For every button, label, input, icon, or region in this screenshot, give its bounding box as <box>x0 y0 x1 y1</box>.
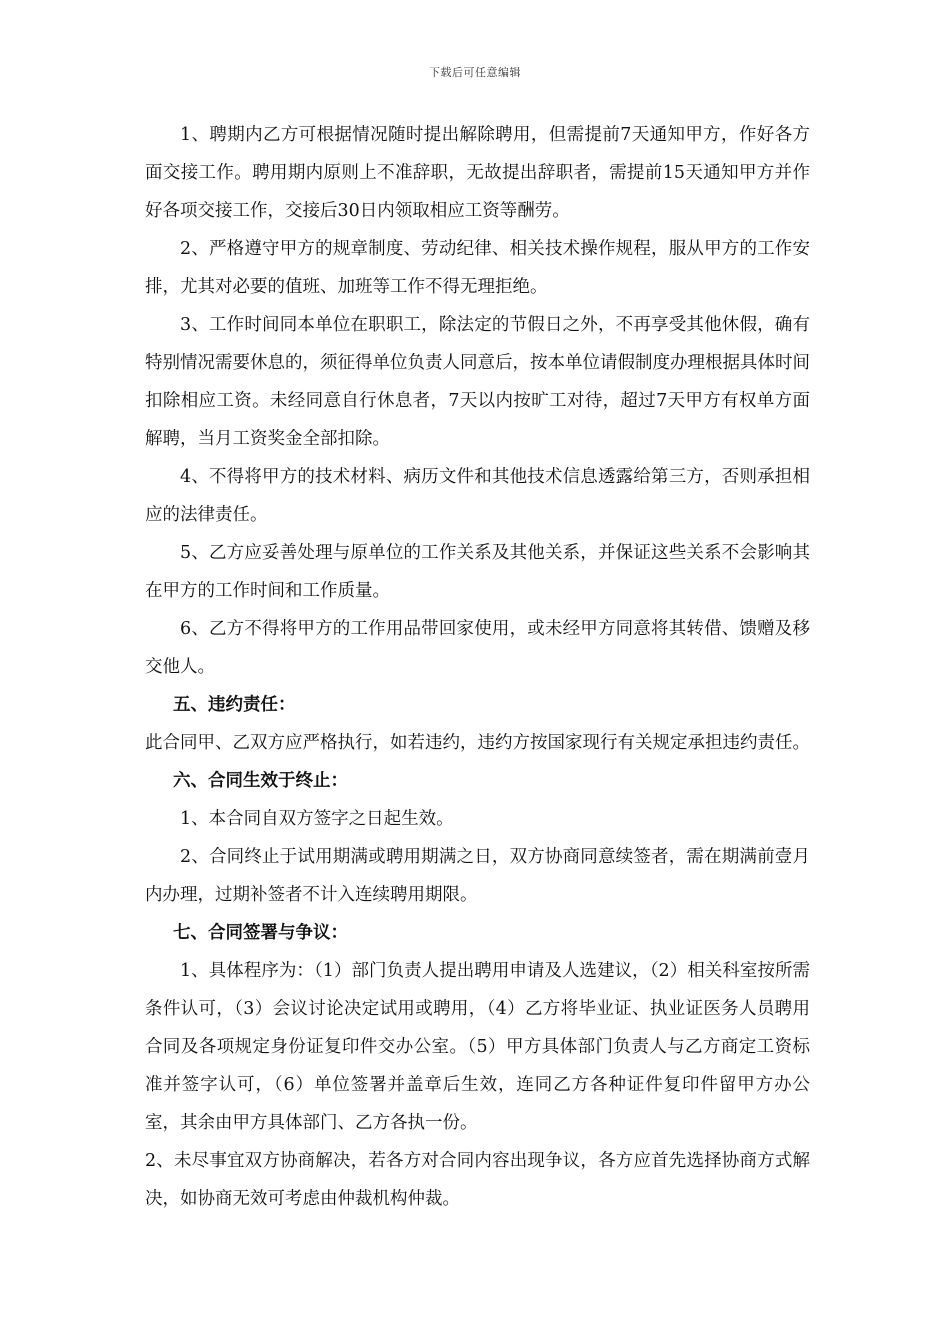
clause-paragraph: 2、严格遵守甲方的规章制度、劳动纪律、相关技术操作规程，服从甲方的工作安排，尤其对必要的值班、加班等工作不得无理拒绝。 <box>145 239 810 297</box>
clause-paragraph: 4、不得将甲方的技术材料、病历文件和其他技术信息透露给第三方，否则承担相应的法律责任。 <box>145 467 810 525</box>
clause-paragraph: 6、乙方不得将甲方的工作用品带回家使用，或未经甲方同意将其转借、馈赠及移交他人。 <box>145 619 810 677</box>
document-body <box>145 116 810 1218</box>
clause-paragraph: 5、乙方应妥善处理与原单位的工作关系及其他关系，并保证这些关系不会影响其在甲方的工作时间和工作质量。 <box>145 543 810 601</box>
clause-paragraph: 1、本合同自双方签字之日起生效。 <box>180 809 454 829</box>
clause-paragraph: 2、未尽事宜双方协商解决，若各方对合同内容出现争议，各方应首先选择协商方式解决，如协商无效可考虑由仲裁机构仲裁。 <box>145 1151 810 1209</box>
section-heading: 七、合同签署与争议： <box>173 923 348 943</box>
clause-paragraph: 1、具体程序为：（1）部门负责人提出聘用申请及人选建议，（2）相关科室按所需条件认可，（3）会议讨论决定试用或聘用，（4）乙方将毕业证、执业证医务人员聘用合同及各项规定身份证复印件交办公室。（5）甲方具体部门负责人与乙方商定工资标准并签字认可，（6）单位签署并盖章后生效，连同乙方各种证件复印件留甲方办公室，其余由甲方具体部门、乙方各执一份。 <box>145 961 810 1133</box>
clause-paragraph: 2、合同终止于试用期满或聘用期满之日，双方协商同意续签者，需在期满前壹月内办理，过期补签者不计入连续聘用期限。 <box>145 847 810 905</box>
section-heading: 六、合同生效于终止： <box>173 771 348 791</box>
clause-paragraph: 3、工作时间同本单位在职职工，除法定的节假日之外，不再享受其他休假，确有特别情况需要休息的，须征得单位负责人同意后，按本单位请假制度办理根据具体时间扣除相应工资。未经同意自行休息者，7天以内按旷工对待，超过7天甲方有权单方面解聘，当月工资奖金全部扣除。 <box>145 315 810 449</box>
clause-paragraph: 此合同甲、乙双方应严格执行，如若违约，违约方按国家现行有关规定承担违约责任。 <box>145 733 810 753</box>
section-heading: 五、违约责任： <box>173 695 296 715</box>
clause-paragraph: 1、聘期内乙方可根据情况随时提出解除聘用，但需提前7天通知甲方，作好各方面交接工作。聘用期内原则上不准辞职，无故提出辞职者，需提前15天通知甲方并作好各项交接工作，交接后30日内领取相应工资等酬劳。 <box>145 125 810 221</box>
page-header: 下载后可任意编辑 <box>429 66 521 79</box>
